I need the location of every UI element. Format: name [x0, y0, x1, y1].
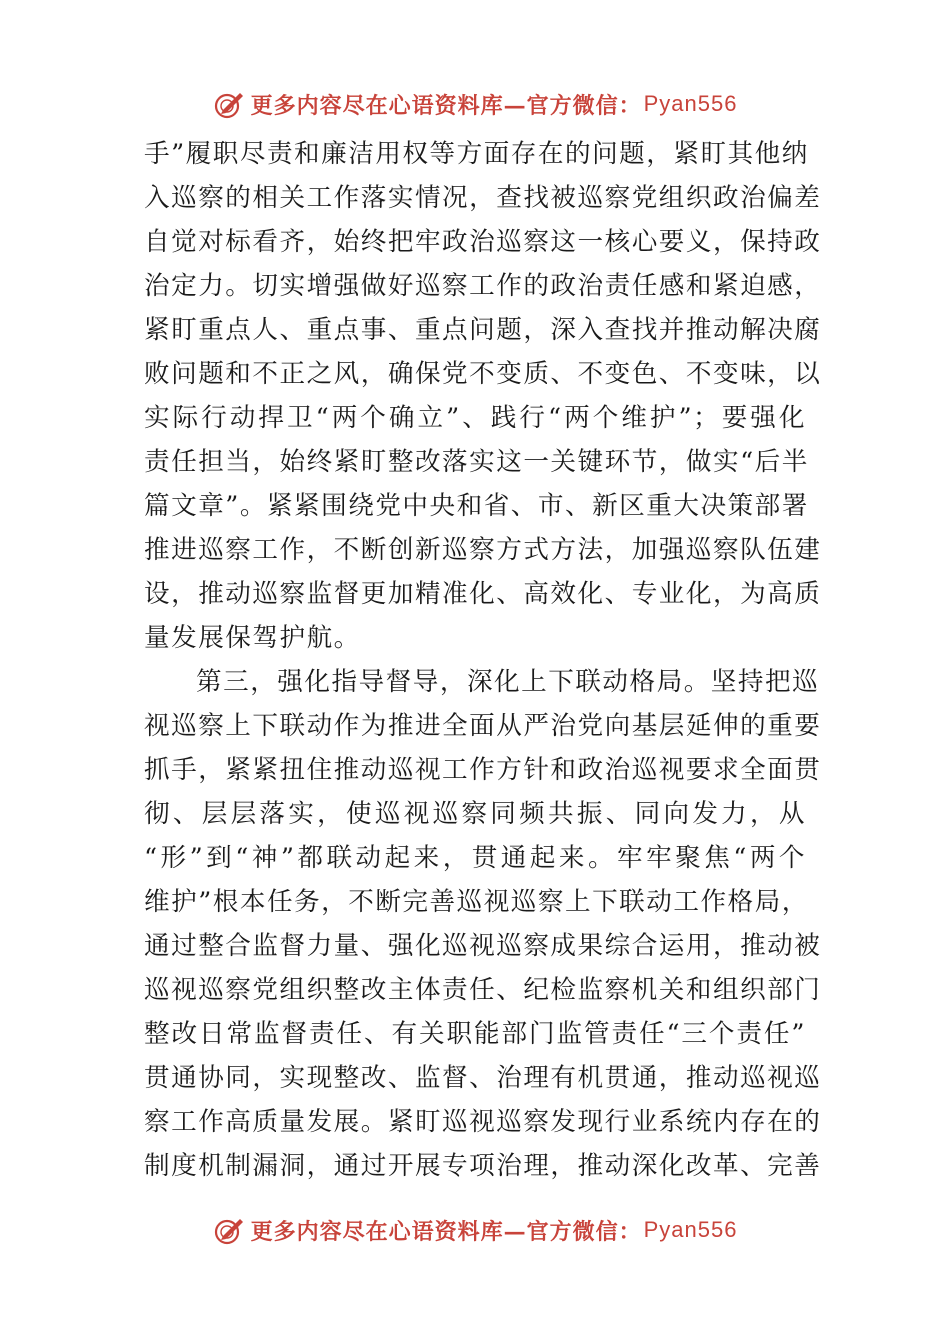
text-line: 察工作高质量发展。紧盯巡视巡察发现行业系统内存在的	[144, 1107, 822, 1137]
text-line: 巡视巡察党组织整改主体责任、纪检监察机关和组织部门	[144, 975, 822, 1005]
text-line: 败问题和不正之风，确保党不变质、不变色、不变味，以	[144, 359, 822, 389]
text-line: 制度机制漏洞，通过开展专项治理，推动深化改革、完善	[144, 1151, 822, 1181]
text-line: 手”履职尽责和廉洁用权等方面存在的问题，紧盯其他纳	[144, 139, 809, 169]
pen-nib-logo-icon	[213, 1213, 247, 1247]
text-line: 治定力。切实增强做好巡察工作的政治责任感和紧迫感，	[144, 271, 822, 301]
paragraph	[144, 132, 822, 660]
text-line: 贯通协同，实现整改、监督、治理有机贯通，推动巡视巡	[144, 1063, 822, 1093]
text-line: 篇文章”。紧紧围绕党中央和省、市、新区重大决策部署	[144, 491, 809, 521]
text-line: 实际行动捍卫“两个确立”、践行“两个维护”；要强化	[144, 403, 806, 433]
text-line: 第三，强化指导督导，深化上下联动格局。坚持把巡	[196, 667, 820, 697]
text-line: 维护”根本任务，不断完善巡视巡察上下联动工作格局，	[144, 887, 809, 917]
pen-nib-logo-icon	[213, 87, 247, 121]
text-line: 抓手，紧紧扭住推动巡视工作方针和政治巡视要求全面贯	[144, 755, 822, 785]
text-line: 入巡察的相关工作落实情况，查找被巡察党组织政治偏差	[144, 183, 822, 213]
text-line: 视巡察上下联动作为推进全面从严治党向基层延伸的重要	[144, 711, 822, 741]
text-line: 自觉对标看齐，始终把牢政治巡察这一核心要义，保持政	[144, 227, 822, 257]
text-line: 彻、层层落实，使巡视巡察同频共振、同向发力，从	[144, 799, 806, 829]
watermark-account: Pyan556	[643, 91, 738, 116]
text-line: “形”到“神”都联动起来，贯通起来。牢牢聚焦“两个	[144, 843, 806, 873]
paragraph	[144, 660, 822, 1188]
text-line: 推进巡察工作，不断创新巡察方式方法，加强巡察队伍建	[144, 535, 822, 565]
watermark-text: 更多内容尽在心语资料库—官方微信：	[250, 1218, 642, 1245]
text-line: 通过整合监督力量、强化巡视巡察成果综合运用，推动被	[144, 931, 822, 961]
footer-watermark	[0, 1210, 950, 1250]
text-line: 责任担当，始终紧盯整改落实这一关键环节，做实“后半	[144, 447, 809, 477]
watermark-text: 更多内容尽在心语资料库—官方微信：	[250, 92, 642, 119]
text-line: 整改日常监督责任、有关职能部门监管责任“三个责任”	[144, 1019, 806, 1049]
text-line: 紧盯重点人、重点事、重点问题，深入查找并推动解决腐	[144, 315, 822, 345]
text-line: 设，推动巡察监督更加精准化、高效化、专业化，为高质	[144, 579, 822, 609]
header-watermark	[0, 84, 950, 124]
text-line: 量发展保驾护航。	[144, 623, 361, 653]
watermark-account: Pyan556	[643, 1217, 738, 1242]
document-body	[144, 132, 822, 1188]
